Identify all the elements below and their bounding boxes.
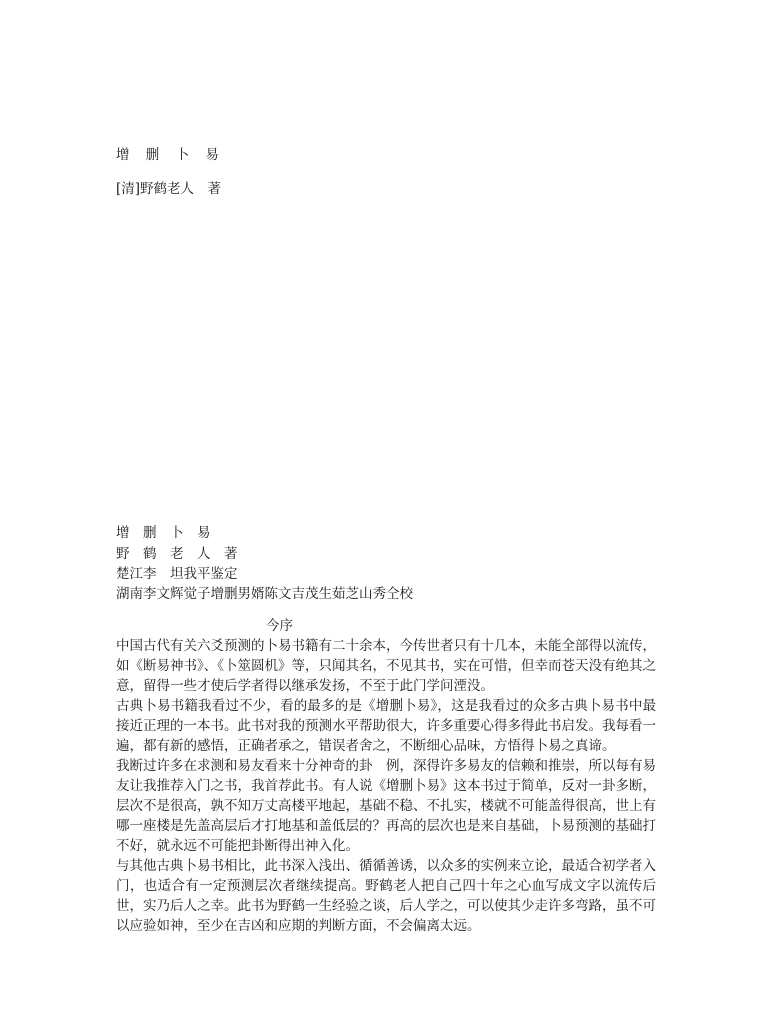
preface-body <box>116 636 656 936</box>
cover-title: 增 删 卜 易 <box>116 147 225 163</box>
preface-paragraph: 与其他古典卜易书相比，此书深入浅出、循循善诱，以众多的实例来立论，最适合初学者入门，也适合有一定预测层次者继续提高。野鹤老人把自己四十年之心血写成文字以流传后世，实乃后人之幸。此书为野鹤一生经验之谈，后人学之，可以使其少走许多弯路，虽不可以应验如神，至少在吉凶和应期的判断方面，不会偏离太远。 <box>116 858 656 934</box>
credits-reviewers: 楚江李 坦我平鉴定 <box>116 566 238 582</box>
preface-paragraph: 我断过许多在求测和易友看来十分神奇的卦 例，深得许多易友的信赖和推崇，所以每有易友让我推荐入门之书，我首荐此书。有人说《增删卜易》这本书过于简单，反对一卦多断，层次不是很高，孰不知万丈高楼平地起，基础不稳、不扎实，楼就不可能盖得很高，世上有哪一座楼是先盖高层后才打地基和盖低层的？再高的层次也是来自基础，卜易预测的基础打不好，就永远不可能把卦断得出神入化。 <box>116 758 656 854</box>
credits-title: 增 删 卜 易 <box>116 525 211 541</box>
cover-author: [清]野鹤老人 著 <box>116 181 222 197</box>
preface-heading: 今序 <box>266 618 293 634</box>
preface-paragraph: 古典卜易书籍我看过不少，看的最多的是《增删卜易》，这是我看过的众多古典卜易书中最接近正理的一本书。此书对我的预测水平帮助很大，许多重要心得多得此书启发。我每看一遍，都有新的感悟，正确者承之，错误者舍之，不断细心品味，方悟得卜易之真谛。 <box>116 698 656 754</box>
preface-paragraph: 中国古代有关六爻预测的卜易书籍有二十余本，今传世者只有十几本，未能全部得以流传，如《断易神书》、《卜筮圆机》等，只闻其名，不见其书，实在可惜，但幸而苍天没有绝其之意，留得一些才使后学者得以继承发扬，不至于此门学问湮没。 <box>116 638 656 694</box>
credits-editors: 湖南李文辉觉子增删男婿陈文吉茂生茹芝山秀仝校 <box>116 586 413 602</box>
credits-author: 野 鹤 老 人 著 <box>116 546 238 562</box>
